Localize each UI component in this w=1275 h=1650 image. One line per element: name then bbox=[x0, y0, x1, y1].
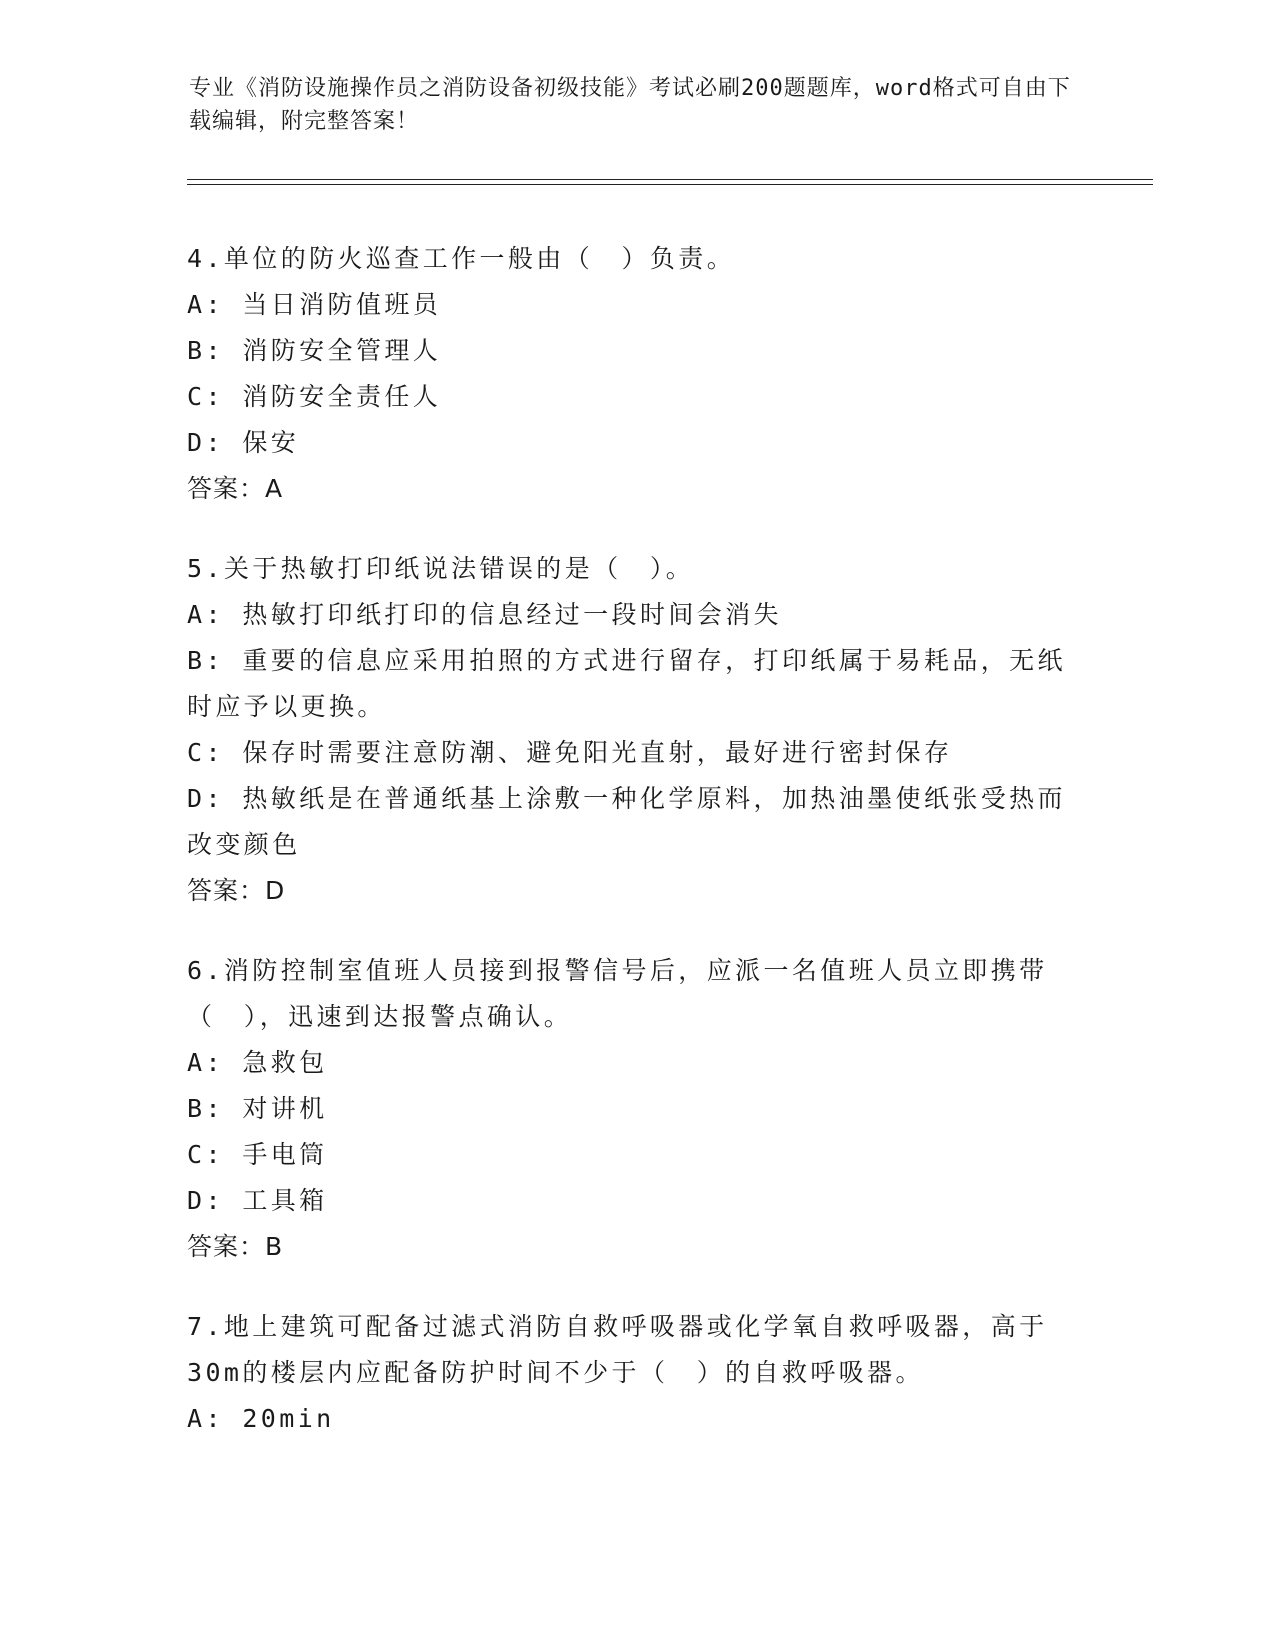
option-b: B: 消防安全管理人 bbox=[187, 336, 442, 365]
header-rule-bottom bbox=[187, 184, 1153, 185]
option-a: A: 当日消防值班员 bbox=[187, 290, 442, 319]
option-b: B: 重要的信息应采用拍照的方式进行留存，打印纸属于易耗品，无纸时应予以更换。 bbox=[187, 646, 1066, 721]
answer-label: 答案：D bbox=[187, 876, 286, 905]
question-list bbox=[187, 236, 1087, 1476]
question-6 bbox=[187, 948, 1087, 1270]
option-a: A: 20min bbox=[187, 1404, 335, 1433]
question-5 bbox=[187, 546, 1087, 914]
option-c: C: 保存时需要注意防潮、避免阳光直射，最好进行密封保存 bbox=[187, 738, 953, 767]
option-d: D: 热敏纸是在普通纸基上涂敷一种化学原料，加热油墨使纸张受热而改变颜色 bbox=[187, 784, 1066, 859]
option-a: A: 热敏打印纸打印的信息经过一段时间会消失 bbox=[187, 600, 782, 629]
question-stem: 4.单位的防火巡查工作一般由（ ）负责。 bbox=[187, 244, 736, 273]
option-b: B: 对讲机 bbox=[187, 1094, 328, 1123]
answer-label: 答案：B bbox=[187, 1232, 284, 1261]
document-header: 专业《消防设施操作员之消防设备初级技能》考试必刷200题题库，word格式可自由下载编辑，附完整答案！ bbox=[189, 76, 1071, 134]
question-stem: 5.关于热敏打印纸说法错误的是（ ）。 bbox=[187, 554, 695, 583]
option-d: D: 工具箱 bbox=[187, 1186, 328, 1215]
answer-label: 答案：A bbox=[187, 474, 284, 503]
option-c: C: 消防安全责任人 bbox=[187, 382, 442, 411]
question-stem: 6.消防控制室值班人员接到报警信号后，应派一名值班人员立即携带（ ），迅速到达报警点确认。 bbox=[187, 956, 1048, 1031]
option-c: C: 手电筒 bbox=[187, 1140, 328, 1169]
question-4 bbox=[187, 236, 1087, 512]
question-stem: 7.地上建筑可配备过滤式消防自救呼吸器或化学氧自救呼吸器，高于30m的楼层内应配备防护时间不少于（ ）的自救呼吸器。 bbox=[187, 1312, 1048, 1387]
header-rule-top bbox=[187, 179, 1153, 180]
question-7 bbox=[187, 1304, 1087, 1442]
option-a: A: 急救包 bbox=[187, 1048, 328, 1077]
option-d: D: 保安 bbox=[187, 428, 300, 457]
